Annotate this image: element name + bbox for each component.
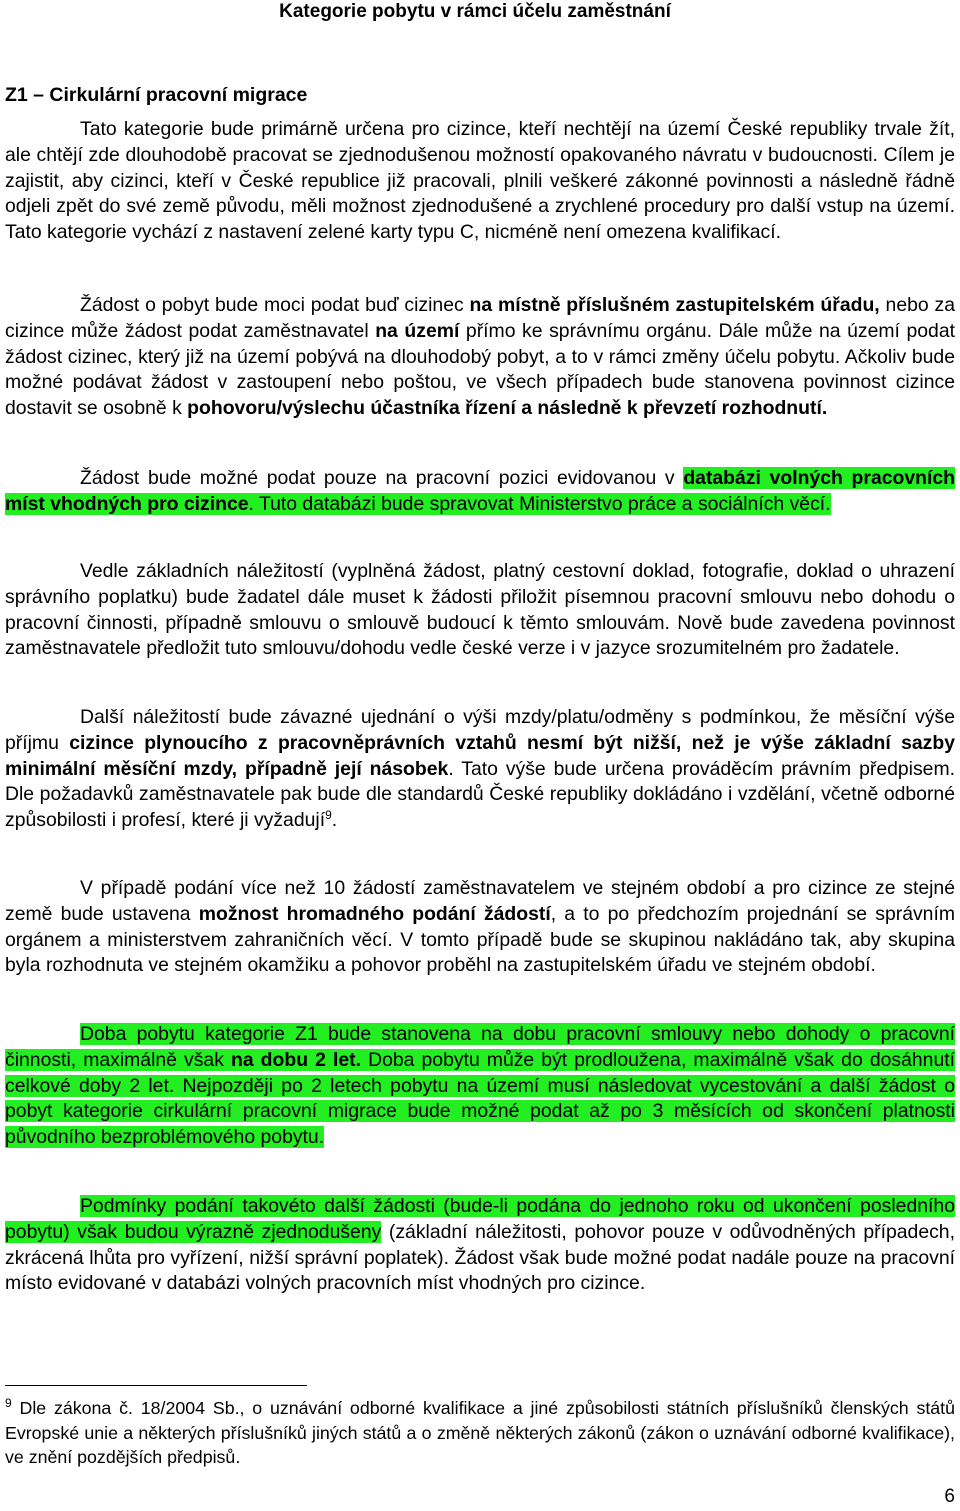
paragraph-3 <box>5 466 955 518</box>
p5-text-c: . Tato výše bude určena prováděcím právním předpisem. Dle požadavků zaměstnavatele pak bude dle standardů České republiky dokládáno i vzdělání, včetně odborné způsobilosti i profesí, které ji vyžadují <box>5 757 956 832</box>
paragraph-6 <box>5 876 955 979</box>
p8-highlight-a: Podmínky podání takovéto další žádosti (bude-li podána do jednoho roku od ukončení posledního pobytu) však budou výrazně zjednodušeny <box>5 1195 955 1243</box>
paragraph-2 <box>5 293 955 422</box>
p5-bold-b: cizince plynoucího z pracovněprávních vztahů nesmí být nižší, než je výše základní sazby minimální měsíční mzdy, případně její násobek <box>5 731 955 780</box>
page-title: Kategorie pobytu v rámci účelu zaměstnání <box>279 1 671 22</box>
footnote-text: Dle zákona č. 18/2004 Sb., o uznávání odborné kvalifikace a jiné způsobilosti státních příslušníků členských států Evropské unie a některých příslušníků jiných států a o změně některých zákonů (zákon o uznávání odborné kvalifikace), ve znění pozdějších předpisů. <box>5 1398 955 1467</box>
p6-text-a: V případě podání více než 10 žádostí zaměstnavatelem ve stejném období a pro cizince ze stejné země bude ustavena <box>5 877 955 925</box>
p2-text-c: nebo za cizince může žádost podat zaměstnavatel <box>5 294 955 342</box>
p6-bold-b: možnost hromadného podání žádostí <box>198 902 551 925</box>
p2-bold-d: na území <box>375 319 460 342</box>
p7-highlight-bold: na dobu 2 let. <box>230 1048 362 1071</box>
p3-highlight-text: . Tuto databázi bude spravovat Ministerstvo práce a sociálních věcí. <box>248 492 831 515</box>
footnote <box>5 1396 955 1470</box>
p2-bold-f: pohovoru/výslechu účastníka řízení a následně k převzetí rozhodnutí. <box>187 397 828 420</box>
footnote-divider <box>5 1385 307 1386</box>
footnote-ref[interactable]: 9 <box>325 808 332 823</box>
p2-bold-b: na místně příslušném zastupitelském úřadu, <box>469 294 880 316</box>
paragraph-8 <box>5 1194 955 1297</box>
p7-highlight-a: Doba pobytu kategorie Z1 bude stanovena na dobu pracovní smlouvy nebo dohody o pracovní činnosti, maximálně však <box>5 1023 955 1071</box>
p3-highlight-bold: databázi volných pracovních míst vhodných pro cizince <box>5 467 956 515</box>
p2-text-a: Žádost o pobyt bude moci podat buď cizinec <box>80 294 470 316</box>
paragraph-4 <box>5 559 955 662</box>
p7-highlight-c: Doba pobytu může být prodloužena, maximálně však do dosáhnutí celkové doby 2 let. Nejpozději po 2 letech pobytu na území musí následovat vycestování a další žádost o pobyt kategorie cirkulární pracovní migrace bude možné podat až po 3 měsících od skončení platnosti původního bezproblémového pobytu. <box>5 1048 955 1149</box>
p6-text-c: , a to po předchozím projednání se správním orgánem a ministerstvem zahraničních věcí. V tomto případě bude se skupinou nakládáno tak, aby skupina byla rozhodnuta ve stejném okamžiku a pohovor proběhl na zastupitelském úřadu ve stejném období. <box>5 902 955 977</box>
footnote-number: 9 <box>5 1396 12 1410</box>
section-heading: Z1 – Cirkulární pracovní migrace <box>5 84 308 106</box>
p3-text-a: Žádost bude možné podat pouze na pracovní pozici evidovanou v <box>80 467 684 489</box>
paragraph-7 <box>5 1022 955 1151</box>
p2-text-e: přímo ke správnímu orgánu. Dále může na území podat žádost cizinec, který již na území pobývá na dlouhodobý pobyt, a to v rámci změny účelu pobytu. Ačkoliv bude možné podávat žádost v zastoupení nebo poštou, ve všech případech bude stanovena povinnost cizince dostavit se osobně k <box>5 319 955 420</box>
p5-text-a: Další náležitostí bude závazné ujednání o výši mzdy/platu/odměny s podmínkou, že měsíční výše příjmu <box>5 706 955 754</box>
paragraph-5 <box>5 705 955 834</box>
p8-text-b: (základní náležitosti, pohovor pouze v odůvodněných případech, zkrácená lhůta pro vyřízení, nižší správní poplatek). Žádost však bude možné podat nadále pouze na pracovní místo evidované v databázi volných pracovních míst vhodných pro cizince. <box>5 1220 955 1295</box>
page-number: 6 <box>944 1486 955 1507</box>
p5-text-d: . <box>331 809 338 832</box>
p4-text: Vedle základních náležitostí (vyplněná žádost, platný cestovní doklad, fotografie, doklad o uhrazení správního poplatku) bude žadatel dále muset k žádosti přiložit písemnou pracovní smlouvu nebo dohodu o pracovní činnosti, případně smlouvu o smlouvě budoucí k těmto smlouvám. Nově bude zavedena povinnost zaměstnavatele předložit tuto smlouvu/dohodu vedle české verze i v jazyce srozumitelném pro žadatele. <box>5 560 955 660</box>
p1-text: Tato kategorie bude primárně určena pro cizince, kteří nechtějí na území České republiky trvale žít, ale chtějí zde dlouhodobě pracovat se zjednodušenou možností opakovaného návratu v budoucnosti. Cílem je zajistit, aby cizinci, kteří v České republice již pracovali, plnili veškeré zákonné povinnosti a následně řádně odjeli zpět do své země původu, měli možnost zjednodušené a zrychlené procedury pro další vstup na území. Tato kategorie vychází z nastavení zelené karty typu C, nicméně není omezena kvalifikací. <box>5 118 955 244</box>
paragraph-1 <box>5 117 955 246</box>
